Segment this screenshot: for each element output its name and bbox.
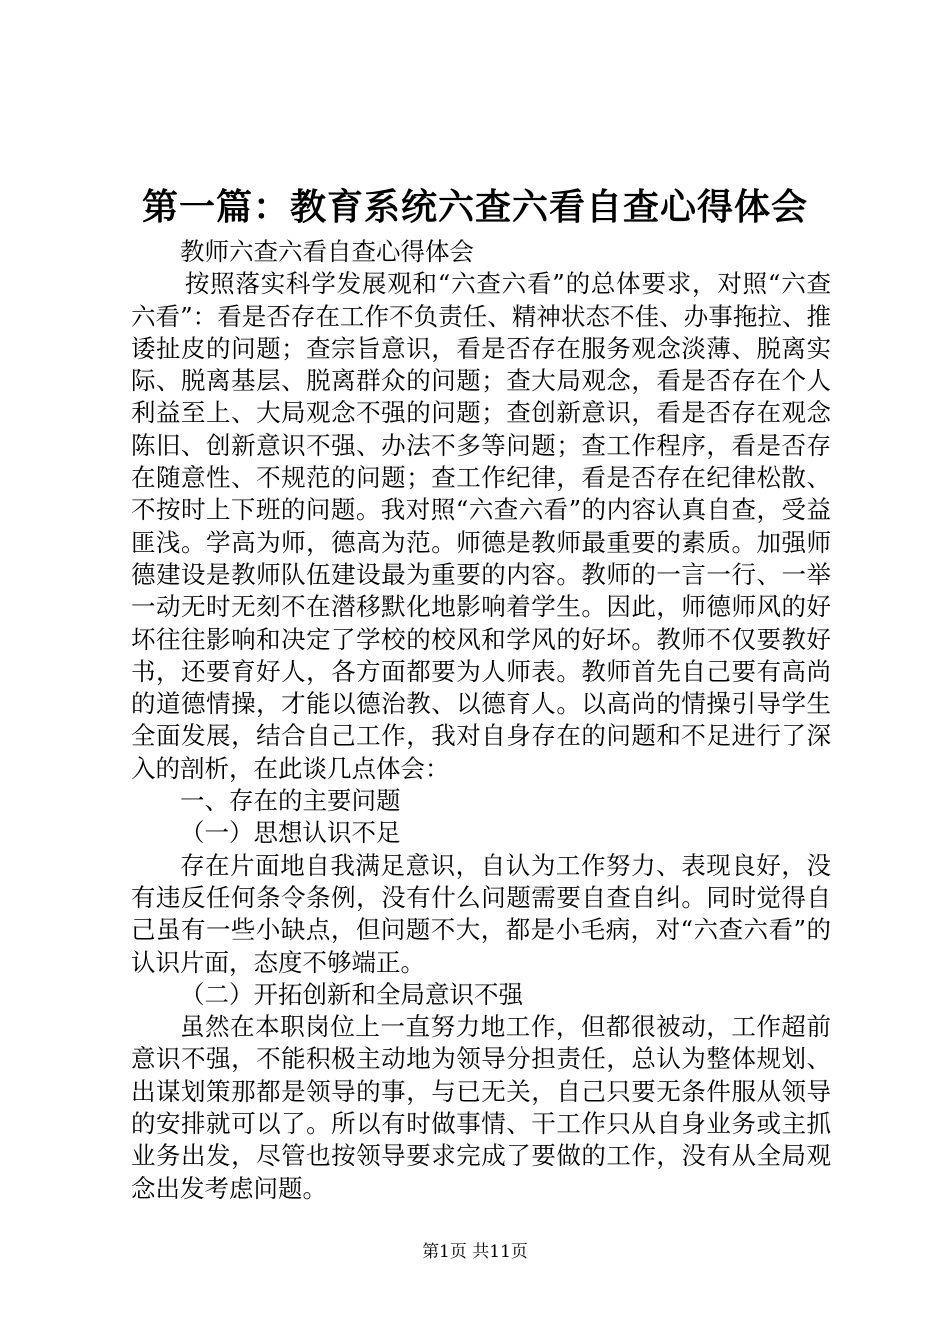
page-footer: 第1页 共11页 <box>422 1242 528 1262</box>
document-title: 第一篇：教育系统六查六看自查心得体会 <box>141 187 808 228</box>
document-subtitle: 教师六查六看自查心得体会 <box>180 237 474 266</box>
paragraph-thinking: 存在片面地自我满足意识，自认为工作努力、表现良好，没有违反任何条令条例，没有什么问题需要自查自纠。同时觉得自己虽有一些小缺点，但问题不大，都是小毛病，对“六查六看”的认识片面，态度不够端正。 <box>131 850 831 977</box>
paragraph-intro: 按照落实科学发展观和“六查六看”的总体要求，对照“六查六看”：看是否存在工作不负责任、精神状态不佳、办事拖拉、推诿扯皮的问题；查宗旨意识，看是否存在服务观念淡薄、脱离实际、脱离基层、脱离群众的问题；查大局观念，看是否存在个人利益至上、大局观念不强的问题；查创新意识，看是否存在观念陈旧、创新意识不强、办法不多等问题；查工作程序，看是否存在随意性、不规范的问题；查工作纪律，看是否存在纪律松散、不按时上下班的问题。我对照“六查六看”的内容认真自查，受益匪浅。学高为师，德高为范。师德是教师最重要的素质。加强师德建设是教师队伍建设最为重要的内容。教师的一言一行、一举一动无时无刻不在潜移默化地影响着学生。因此，师德师风的好坏往往影响和决定了学校的校风和学风的好坏。教师不仅要教好书，还要育好人，各方面都要为人师表。教师首先自己要有高尚的道德情操，才能以德治教、以德育人。以高尚的情操引导学生全面发展，结合自己工作，我对自身存在的问题和不足进行了深入的剖析，在此谈几点体会： <box>131 269 831 783</box>
paragraph-innovation: 虽然在本职岗位上一直努力地工作，但都很被动，工作超前意识不强，不能积极主动地为领导分担责任，总认为整体规划、出谋划策那都是领导的事，与已无关，自己只要无条件服从领导的安排就可以了。所以有时做事情、干工作只从自身业务或主抓业务出发，尽管也按领导要求完成了要做的工作，没有从全局观念出发考虑问题。 <box>131 1012 831 1203</box>
subsection-heading-thinking: （一）思想认识不足 <box>180 818 401 848</box>
section-heading-main-problems: 一、存在的主要问题 <box>180 786 401 816</box>
document-body <box>131 236 831 1205</box>
subsection-heading-innovation: （二）开拓创新和全局意识不强 <box>180 979 523 1009</box>
